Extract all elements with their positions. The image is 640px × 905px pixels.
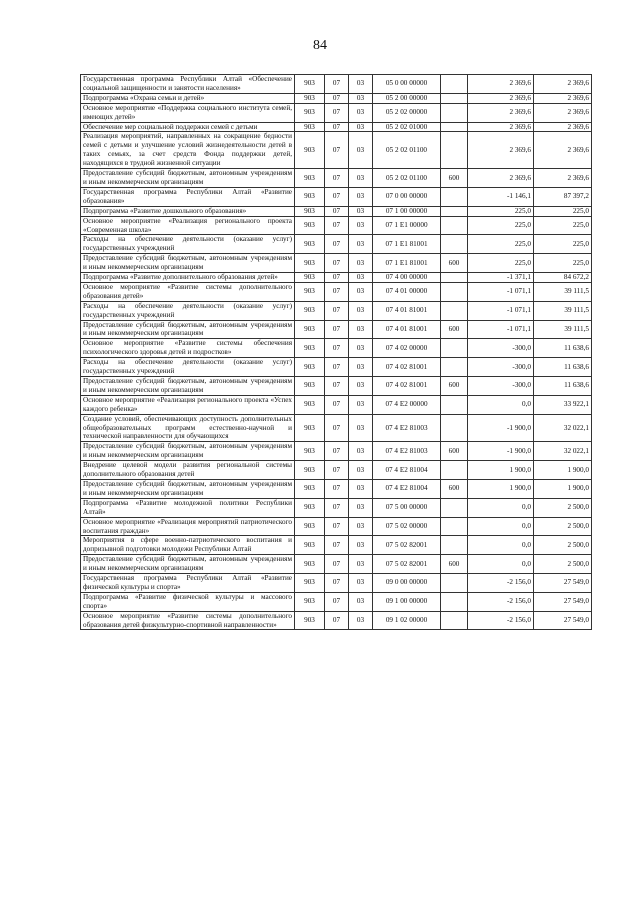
section-code-cell: 07 xyxy=(325,132,349,169)
expense-type-cell: 600 xyxy=(441,479,468,498)
subsection-code-cell: 03 xyxy=(349,498,373,517)
table-row xyxy=(81,93,592,103)
expense-type-cell xyxy=(441,282,468,301)
change-amount-cell: 2 369,6 xyxy=(468,132,534,169)
subsection-code-cell: 03 xyxy=(349,187,373,206)
section-code-cell: 07 xyxy=(325,254,349,273)
table-row xyxy=(81,132,592,169)
table-row xyxy=(81,122,592,132)
total-amount-cell: 84 672,2 xyxy=(534,273,592,283)
row-name-cell: Реализация мероприятий, направленных на сокращение бедности семей с детьми и улучшение условий жизнедеятельности детей в таких семьях, за счет средств Фонда поддержки детей, находящихся в трудной жизненной ситуации xyxy=(81,132,295,169)
subsection-code-cell: 03 xyxy=(349,536,373,555)
subsection-code-cell: 03 xyxy=(349,169,373,188)
target-article-cell: 07 4 01 81001 xyxy=(373,320,441,339)
subsection-code-cell: 03 xyxy=(349,282,373,301)
table-row xyxy=(81,555,592,574)
table-row xyxy=(81,320,592,339)
row-name-cell: Основное мероприятие «Поддержка социального института семей, имеющих детей» xyxy=(81,103,295,122)
ministry-code-cell: 903 xyxy=(295,414,325,442)
change-amount-cell: -1 071,1 xyxy=(468,282,534,301)
ministry-code-cell: 903 xyxy=(295,536,325,555)
change-amount-cell: 225,0 xyxy=(468,235,534,254)
total-amount-cell: 2 369,6 xyxy=(534,103,592,122)
table-row xyxy=(81,282,592,301)
target-article-cell: 05 2 02 00000 xyxy=(373,103,441,122)
expense-type-cell xyxy=(441,536,468,555)
table-row xyxy=(81,216,592,235)
ministry-code-cell: 903 xyxy=(295,611,325,630)
expense-type-cell xyxy=(441,414,468,442)
section-code-cell: 07 xyxy=(325,442,349,461)
ministry-code-cell: 903 xyxy=(295,93,325,103)
subsection-code-cell: 03 xyxy=(349,216,373,235)
row-name-cell: Государственная программа Республики Алтай «Развитие образования» xyxy=(81,187,295,206)
change-amount-cell: 1 900,0 xyxy=(468,461,534,480)
subsection-code-cell: 03 xyxy=(349,273,373,283)
expense-type-cell: 600 xyxy=(441,169,468,188)
section-code-cell: 07 xyxy=(325,611,349,630)
total-amount-cell: 2 369,6 xyxy=(534,122,592,132)
expense-type-cell xyxy=(441,103,468,122)
table-row xyxy=(81,103,592,122)
total-amount-cell: 39 111,5 xyxy=(534,282,592,301)
ministry-code-cell: 903 xyxy=(295,103,325,122)
subsection-code-cell: 03 xyxy=(349,395,373,414)
change-amount-cell: 0,0 xyxy=(468,536,534,555)
table-row xyxy=(81,395,592,414)
change-amount-cell: 2 369,6 xyxy=(468,103,534,122)
section-code-cell: 07 xyxy=(325,273,349,283)
row-name-cell: Предоставление субсидий бюджетным, автономным учреждениям и иным некоммерческим организациям xyxy=(81,442,295,461)
section-code-cell: 07 xyxy=(325,498,349,517)
row-name-cell: Подпрограмма «Развитие молодежной политики Республики Алтай» xyxy=(81,498,295,517)
change-amount-cell: 225,0 xyxy=(468,254,534,273)
ministry-code-cell: 903 xyxy=(295,301,325,320)
subsection-code-cell: 03 xyxy=(349,592,373,611)
target-article-cell: 07 1 E1 81001 xyxy=(373,254,441,273)
expense-type-cell xyxy=(441,235,468,254)
total-amount-cell: 11 638,6 xyxy=(534,339,592,358)
table-row xyxy=(81,461,592,480)
ministry-code-cell: 903 xyxy=(295,377,325,396)
section-code-cell: 07 xyxy=(325,479,349,498)
subsection-code-cell: 03 xyxy=(349,320,373,339)
change-amount-cell: -1 371,1 xyxy=(468,273,534,283)
expense-type-cell xyxy=(441,611,468,630)
row-name-cell: Предоставление субсидий бюджетным, автономным учреждениям и иным некоммерческим организациям xyxy=(81,320,295,339)
ministry-code-cell: 903 xyxy=(295,75,325,94)
section-code-cell: 07 xyxy=(325,395,349,414)
row-name-cell: Мероприятия в сфере военно-патриотического воспитания и допризывной подготовки молодежи Республики Алтай xyxy=(81,536,295,555)
ministry-code-cell: 903 xyxy=(295,592,325,611)
ministry-code-cell: 903 xyxy=(295,498,325,517)
change-amount-cell: 225,0 xyxy=(468,216,534,235)
expense-type-cell: 600 xyxy=(441,442,468,461)
expense-type-cell xyxy=(441,132,468,169)
total-amount-cell: 32 022,1 xyxy=(534,414,592,442)
total-amount-cell: 2 369,6 xyxy=(534,75,592,94)
section-code-cell: 07 xyxy=(325,169,349,188)
change-amount-cell: 0,0 xyxy=(468,498,534,517)
target-article-cell: 05 2 00 00000 xyxy=(373,93,441,103)
target-article-cell: 07 0 00 00000 xyxy=(373,187,441,206)
expense-type-cell xyxy=(441,339,468,358)
section-code-cell: 07 xyxy=(325,187,349,206)
ministry-code-cell: 903 xyxy=(295,216,325,235)
target-article-cell: 07 4 00 00000 xyxy=(373,273,441,283)
row-name-cell: Основное мероприятие «Развитие системы дополнительного образования детей физкультурно-спортивной направленности» xyxy=(81,611,295,630)
table-row xyxy=(81,301,592,320)
ministry-code-cell: 903 xyxy=(295,187,325,206)
total-amount-cell: 2 500,0 xyxy=(534,517,592,536)
subsection-code-cell: 03 xyxy=(349,93,373,103)
table-row xyxy=(81,574,592,593)
row-name-cell: Предоставление субсидий бюджетным, автономным учреждениям и иным некоммерческим организациям xyxy=(81,254,295,273)
table-row xyxy=(81,498,592,517)
table-row xyxy=(81,414,592,442)
row-name-cell: Государственная программа Республики Алтай «Развитие физической культуры и спорта» xyxy=(81,574,295,593)
ministry-code-cell: 903 xyxy=(295,395,325,414)
total-amount-cell: 1 900,0 xyxy=(534,479,592,498)
row-name-cell: Внедрение целевой модели развития региональной системы дополнительного образования детей xyxy=(81,461,295,480)
subsection-code-cell: 03 xyxy=(349,517,373,536)
subsection-code-cell: 03 xyxy=(349,122,373,132)
target-article-cell: 09 1 02 00000 xyxy=(373,611,441,630)
subsection-code-cell: 03 xyxy=(349,75,373,94)
target-article-cell: 07 4 02 81001 xyxy=(373,358,441,377)
table-row xyxy=(81,187,592,206)
change-amount-cell: 2 369,6 xyxy=(468,75,534,94)
section-code-cell: 07 xyxy=(325,574,349,593)
change-amount-cell: -1 900,0 xyxy=(468,442,534,461)
section-code-cell: 07 xyxy=(325,461,349,480)
table-row xyxy=(81,611,592,630)
total-amount-cell: 2 369,6 xyxy=(534,132,592,169)
table-row xyxy=(81,479,592,498)
total-amount-cell: 1 900,0 xyxy=(534,461,592,480)
ministry-code-cell: 903 xyxy=(295,479,325,498)
section-code-cell: 07 xyxy=(325,206,349,216)
target-article-cell: 07 1 E1 81001 xyxy=(373,235,441,254)
subsection-code-cell: 03 xyxy=(349,206,373,216)
expense-type-cell xyxy=(441,206,468,216)
ministry-code-cell: 903 xyxy=(295,339,325,358)
table-row xyxy=(81,235,592,254)
target-article-cell: 09 1 00 00000 xyxy=(373,592,441,611)
row-name-cell: Предоставление субсидий бюджетным, автономным учреждениям и иным некоммерческим организациям xyxy=(81,377,295,396)
total-amount-cell: 225,0 xyxy=(534,254,592,273)
total-amount-cell: 225,0 xyxy=(534,235,592,254)
subsection-code-cell: 03 xyxy=(349,442,373,461)
target-article-cell: 07 4 E2 81004 xyxy=(373,461,441,480)
total-amount-cell: 27 549,0 xyxy=(534,592,592,611)
row-name-cell: Предоставление субсидий бюджетным, автономным учреждениям и иным некоммерческим организациям xyxy=(81,479,295,498)
total-amount-cell: 87 397,2 xyxy=(534,187,592,206)
total-amount-cell: 225,0 xyxy=(534,206,592,216)
row-name-cell: Создание условий, обеспечивающих доступность дополнительных общеобразовательных программ естественно-научной и технической направленности для обучающихся xyxy=(81,414,295,442)
target-article-cell: 05 2 02 01000 xyxy=(373,122,441,132)
table-row xyxy=(81,377,592,396)
expense-type-cell xyxy=(441,216,468,235)
subsection-code-cell: 03 xyxy=(349,414,373,442)
target-article-cell: 07 4 E2 81003 xyxy=(373,442,441,461)
change-amount-cell: -300,0 xyxy=(468,358,534,377)
subsection-code-cell: 03 xyxy=(349,301,373,320)
subsection-code-cell: 03 xyxy=(349,574,373,593)
budget-table-body xyxy=(81,75,592,630)
section-code-cell: 07 xyxy=(325,122,349,132)
ministry-code-cell: 903 xyxy=(295,574,325,593)
total-amount-cell: 27 549,0 xyxy=(534,574,592,593)
expense-type-cell xyxy=(441,122,468,132)
row-name-cell: Подпрограмма «Развитие дополнительного образования детей» xyxy=(81,273,295,283)
ministry-code-cell: 903 xyxy=(295,122,325,132)
section-code-cell: 07 xyxy=(325,339,349,358)
total-amount-cell: 32 022,1 xyxy=(534,442,592,461)
row-name-cell: Обеспечение мер социальной поддержки семей с детьми xyxy=(81,122,295,132)
subsection-code-cell: 03 xyxy=(349,461,373,480)
ministry-code-cell: 903 xyxy=(295,273,325,283)
section-code-cell: 07 xyxy=(325,592,349,611)
ministry-code-cell: 903 xyxy=(295,282,325,301)
ministry-code-cell: 903 xyxy=(295,206,325,216)
table-row xyxy=(81,339,592,358)
row-name-cell: Основное мероприятие «Развитие системы дополнительного образования детей» xyxy=(81,282,295,301)
total-amount-cell: 2 500,0 xyxy=(534,536,592,555)
ministry-code-cell: 903 xyxy=(295,320,325,339)
target-article-cell: 07 4 02 81001 xyxy=(373,377,441,396)
ministry-code-cell: 903 xyxy=(295,254,325,273)
section-code-cell: 07 xyxy=(325,517,349,536)
expense-type-cell xyxy=(441,517,468,536)
table-row xyxy=(81,273,592,283)
change-amount-cell: 1 900,0 xyxy=(468,479,534,498)
table-row xyxy=(81,442,592,461)
total-amount-cell: 11 638,6 xyxy=(534,358,592,377)
ministry-code-cell: 903 xyxy=(295,517,325,536)
row-name-cell: Расходы на обеспечение деятельности (оказание услуг) государственных учреждений xyxy=(81,358,295,377)
expense-type-cell xyxy=(441,498,468,517)
change-amount-cell: 2 369,6 xyxy=(468,169,534,188)
subsection-code-cell: 03 xyxy=(349,132,373,169)
expense-type-cell xyxy=(441,75,468,94)
row-name-cell: Предоставление субсидий бюджетным, автономным учреждениям и иным некоммерческим организациям xyxy=(81,555,295,574)
subsection-code-cell: 03 xyxy=(349,339,373,358)
subsection-code-cell: 03 xyxy=(349,611,373,630)
section-code-cell: 07 xyxy=(325,282,349,301)
change-amount-cell: 225,0 xyxy=(468,206,534,216)
table-row xyxy=(81,75,592,94)
table-row xyxy=(81,517,592,536)
target-article-cell: 07 4 E2 81003 xyxy=(373,414,441,442)
row-name-cell: Подпрограмма «Развитие физической культуры и массового спорта» xyxy=(81,592,295,611)
subsection-code-cell: 03 xyxy=(349,254,373,273)
change-amount-cell: 0,0 xyxy=(468,517,534,536)
ministry-code-cell: 903 xyxy=(295,235,325,254)
target-article-cell: 07 1 E1 00000 xyxy=(373,216,441,235)
table-row xyxy=(81,169,592,188)
section-code-cell: 07 xyxy=(325,301,349,320)
total-amount-cell: 11 638,6 xyxy=(534,377,592,396)
table-row xyxy=(81,536,592,555)
change-amount-cell: -300,0 xyxy=(468,377,534,396)
change-amount-cell: 2 369,6 xyxy=(468,122,534,132)
section-code-cell: 07 xyxy=(325,103,349,122)
expense-type-cell xyxy=(441,358,468,377)
total-amount-cell: 33 922,1 xyxy=(534,395,592,414)
subsection-code-cell: 03 xyxy=(349,479,373,498)
section-code-cell: 07 xyxy=(325,555,349,574)
table-row xyxy=(81,254,592,273)
target-article-cell: 07 4 02 00000 xyxy=(373,339,441,358)
expense-type-cell: 600 xyxy=(441,555,468,574)
change-amount-cell: -1 146,1 xyxy=(468,187,534,206)
section-code-cell: 07 xyxy=(325,358,349,377)
target-article-cell: 07 4 01 81001 xyxy=(373,301,441,320)
change-amount-cell: 0,0 xyxy=(468,555,534,574)
total-amount-cell: 27 549,0 xyxy=(534,611,592,630)
total-amount-cell: 225,0 xyxy=(534,216,592,235)
expense-type-cell: 600 xyxy=(441,254,468,273)
row-name-cell: Основное мероприятие «Реализация регионального проекта «Современная школа» xyxy=(81,216,295,235)
ministry-code-cell: 903 xyxy=(295,169,325,188)
section-code-cell: 07 xyxy=(325,377,349,396)
section-code-cell: 07 xyxy=(325,216,349,235)
subsection-code-cell: 03 xyxy=(349,358,373,377)
change-amount-cell: -2 156,0 xyxy=(468,611,534,630)
expense-type-cell: 600 xyxy=(441,320,468,339)
row-name-cell: Основное мероприятие «Развитие системы обеспечения психологического здоровья детей и подростков» xyxy=(81,339,295,358)
change-amount-cell: -1 071,1 xyxy=(468,301,534,320)
target-article-cell: 07 5 00 00000 xyxy=(373,498,441,517)
section-code-cell: 07 xyxy=(325,536,349,555)
change-amount-cell: -1 071,1 xyxy=(468,320,534,339)
target-article-cell: 07 5 02 82001 xyxy=(373,536,441,555)
total-amount-cell: 2 369,6 xyxy=(534,93,592,103)
target-article-cell: 07 5 02 00000 xyxy=(373,517,441,536)
subsection-code-cell: 03 xyxy=(349,377,373,396)
section-code-cell: 07 xyxy=(325,414,349,442)
row-name-cell: Подпрограмма «Развитие дошкольного образования» xyxy=(81,206,295,216)
row-name-cell: Основное мероприятие «Реализация регионального проекта «Успех каждого ребенка» xyxy=(81,395,295,414)
row-name-cell: Государственная программа Республики Алтай «Обеспечение социальной защищенности и занятости населения» xyxy=(81,75,295,94)
ministry-code-cell: 903 xyxy=(295,555,325,574)
ministry-code-cell: 903 xyxy=(295,132,325,169)
budget-table xyxy=(80,74,592,630)
ministry-code-cell: 903 xyxy=(295,461,325,480)
section-code-cell: 07 xyxy=(325,320,349,339)
target-article-cell: 09 0 00 00000 xyxy=(373,574,441,593)
total-amount-cell: 2 500,0 xyxy=(534,498,592,517)
row-name-cell: Подпрограмма «Охрана семьи и детей» xyxy=(81,93,295,103)
total-amount-cell: 2 500,0 xyxy=(534,555,592,574)
target-article-cell: 05 2 02 01100 xyxy=(373,132,441,169)
ministry-code-cell: 903 xyxy=(295,442,325,461)
change-amount-cell: -2 156,0 xyxy=(468,592,534,611)
expense-type-cell xyxy=(441,93,468,103)
change-amount-cell: -300,0 xyxy=(468,339,534,358)
table-row xyxy=(81,592,592,611)
section-code-cell: 07 xyxy=(325,235,349,254)
expense-type-cell xyxy=(441,592,468,611)
subsection-code-cell: 03 xyxy=(349,103,373,122)
change-amount-cell: -1 900,0 xyxy=(468,414,534,442)
page-number: 84 xyxy=(313,38,327,53)
table-row xyxy=(81,358,592,377)
target-article-cell: 07 4 E2 00000 xyxy=(373,395,441,414)
row-name-cell: Расходы на обеспечение деятельности (оказание услуг) государственных учреждений xyxy=(81,235,295,254)
total-amount-cell: 39 111,5 xyxy=(534,320,592,339)
row-name-cell: Основное мероприятие «Реализация мероприятий патриотического воспитания граждан» xyxy=(81,517,295,536)
change-amount-cell: 0,0 xyxy=(468,395,534,414)
expense-type-cell xyxy=(441,574,468,593)
expense-type-cell xyxy=(441,395,468,414)
target-article-cell: 05 0 00 00000 xyxy=(373,75,441,94)
subsection-code-cell: 03 xyxy=(349,235,373,254)
target-article-cell: 07 4 01 00000 xyxy=(373,282,441,301)
expense-type-cell xyxy=(441,301,468,320)
target-article-cell: 07 4 E2 81004 xyxy=(373,479,441,498)
section-code-cell: 07 xyxy=(325,93,349,103)
total-amount-cell: 39 111,5 xyxy=(534,301,592,320)
target-article-cell: 05 2 02 01100 xyxy=(373,169,441,188)
section-code-cell: 07 xyxy=(325,75,349,94)
ministry-code-cell: 903 xyxy=(295,358,325,377)
total-amount-cell: 2 369,6 xyxy=(534,169,592,188)
change-amount-cell: 2 369,6 xyxy=(468,93,534,103)
table-row xyxy=(81,206,592,216)
change-amount-cell: -2 156,0 xyxy=(468,574,534,593)
expense-type-cell xyxy=(441,461,468,480)
expense-type-cell: 600 xyxy=(441,377,468,396)
row-name-cell: Предоставление субсидий бюджетным, автономным учреждениям и иным некоммерческим организациям xyxy=(81,169,295,188)
subsection-code-cell: 03 xyxy=(349,555,373,574)
expense-type-cell xyxy=(441,273,468,283)
target-article-cell: 07 1 00 00000 xyxy=(373,206,441,216)
target-article-cell: 07 5 02 82001 xyxy=(373,555,441,574)
expense-type-cell xyxy=(441,187,468,206)
row-name-cell: Расходы на обеспечение деятельности (оказание услуг) государственных учреждений xyxy=(81,301,295,320)
